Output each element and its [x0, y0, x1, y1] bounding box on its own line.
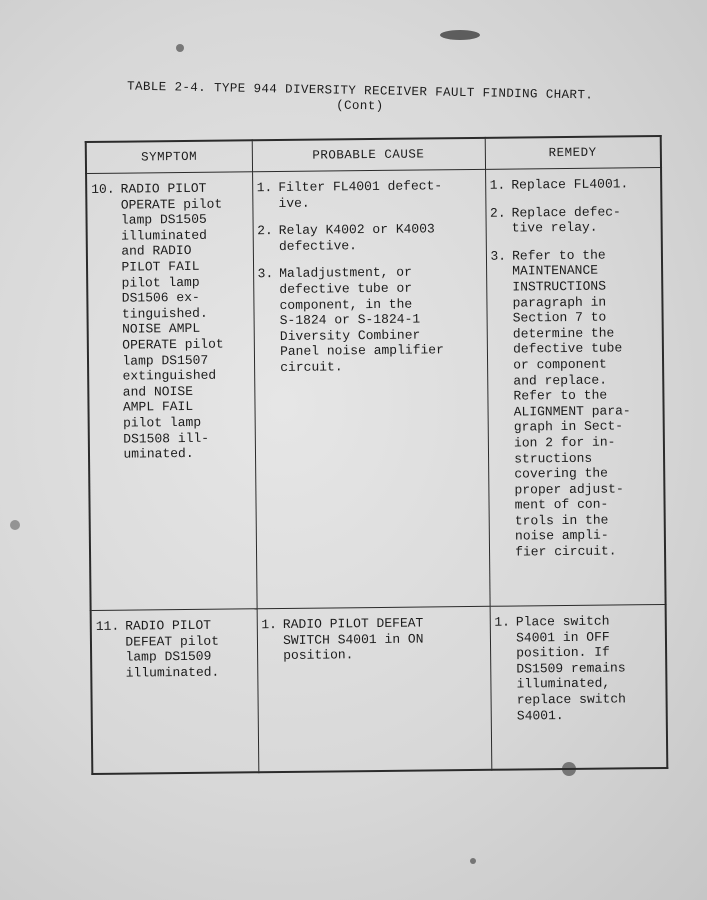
- table-title: [70, 78, 650, 119]
- title-line-1: TABLE 2-4. TYPE 944 DIVERSITY RECEIVER FAULT FINDING CHART.: [126, 79, 594, 103]
- item-text: Replace defec- tive relay.: [511, 204, 621, 236]
- stain: [470, 858, 476, 864]
- symptom-text: RADIO PILOT OPERATE pilot lamp DS1505 illuminated and RADIO PILOT FAIL pilot lamp DS1506 ex- tinguished. NOISE AMPL OPERATE pilot lamp DS1507 extinguished and NOISE AMPL FAIL pilot lamp DS1508 ill- uminated.: [120, 180, 224, 462]
- item-number: 2.: [489, 205, 506, 221]
- item-text: Relay K4002 or K4003 defective.: [278, 221, 435, 254]
- header-cause: PROBABLE CAUSE: [252, 138, 485, 172]
- stain: [176, 44, 184, 52]
- list-item: [490, 204, 657, 237]
- item-number: 2.: [257, 223, 273, 239]
- symptom-cell: [86, 172, 257, 611]
- remedy-cell: [485, 167, 666, 606]
- list-item: [258, 264, 483, 375]
- list-item: [494, 613, 662, 724]
- list-item: [490, 176, 657, 193]
- item-text: Refer to the MAINTENANCE INSTRUCTIONS paragraph in Section 7 to determine the defective tube or component and replace. Refer to the ALIGNMENT para- graph in Sect- ion 2 for in- structions covering the proper adjust- ment of con- trols in the noise ampli- fier circuit.: [511, 247, 631, 560]
- symptom-number: 10.: [91, 181, 115, 197]
- list-item: [490, 247, 660, 561]
- item-text: Place switch S4001 in OFF position. If DS1509 remains illuminated, replace switch S4001.: [515, 613, 626, 724]
- stain: [10, 520, 20, 530]
- table-row: [86, 167, 666, 610]
- title-line-2: (Cont): [336, 98, 384, 114]
- list-item: [257, 221, 481, 255]
- item-text: Filter FL4001 defect- ive.: [278, 178, 443, 211]
- list-item: [257, 178, 481, 212]
- fault-finding-table: [85, 135, 667, 771]
- item-text: Replace FL4001.: [511, 176, 629, 193]
- item-text: RADIO PILOT DEFEAT SWITCH S4001 in ON position.: [282, 615, 424, 664]
- header-symptom: SYMPTOM: [86, 140, 252, 173]
- cause-cell: [252, 169, 490, 608]
- item-number: 3.: [490, 248, 507, 264]
- header-remedy: REMEDY: [485, 136, 661, 169]
- item-number: 3.: [257, 266, 274, 282]
- symptom-number: 11.: [95, 618, 120, 634]
- item-number: 1.: [256, 180, 273, 196]
- symptom-text: RADIO PILOT DEFEAT pilot lamp DS1509 illuminated.: [125, 617, 220, 681]
- item-number: 1.: [261, 617, 277, 633]
- table-row: [91, 604, 668, 774]
- symptom-cell: [91, 609, 259, 774]
- item-text: Maladjustment, or defective tube or component, in the S-1824 or S-1824-1 Diversity Combiner Panel noise amplifier circuit.: [279, 264, 444, 375]
- stain: [440, 30, 480, 40]
- item-number: 1.: [494, 614, 510, 630]
- remedy-cell: [490, 604, 668, 769]
- cause-cell: [257, 606, 492, 772]
- list-item: [261, 615, 485, 664]
- item-number: 1.: [489, 177, 506, 193]
